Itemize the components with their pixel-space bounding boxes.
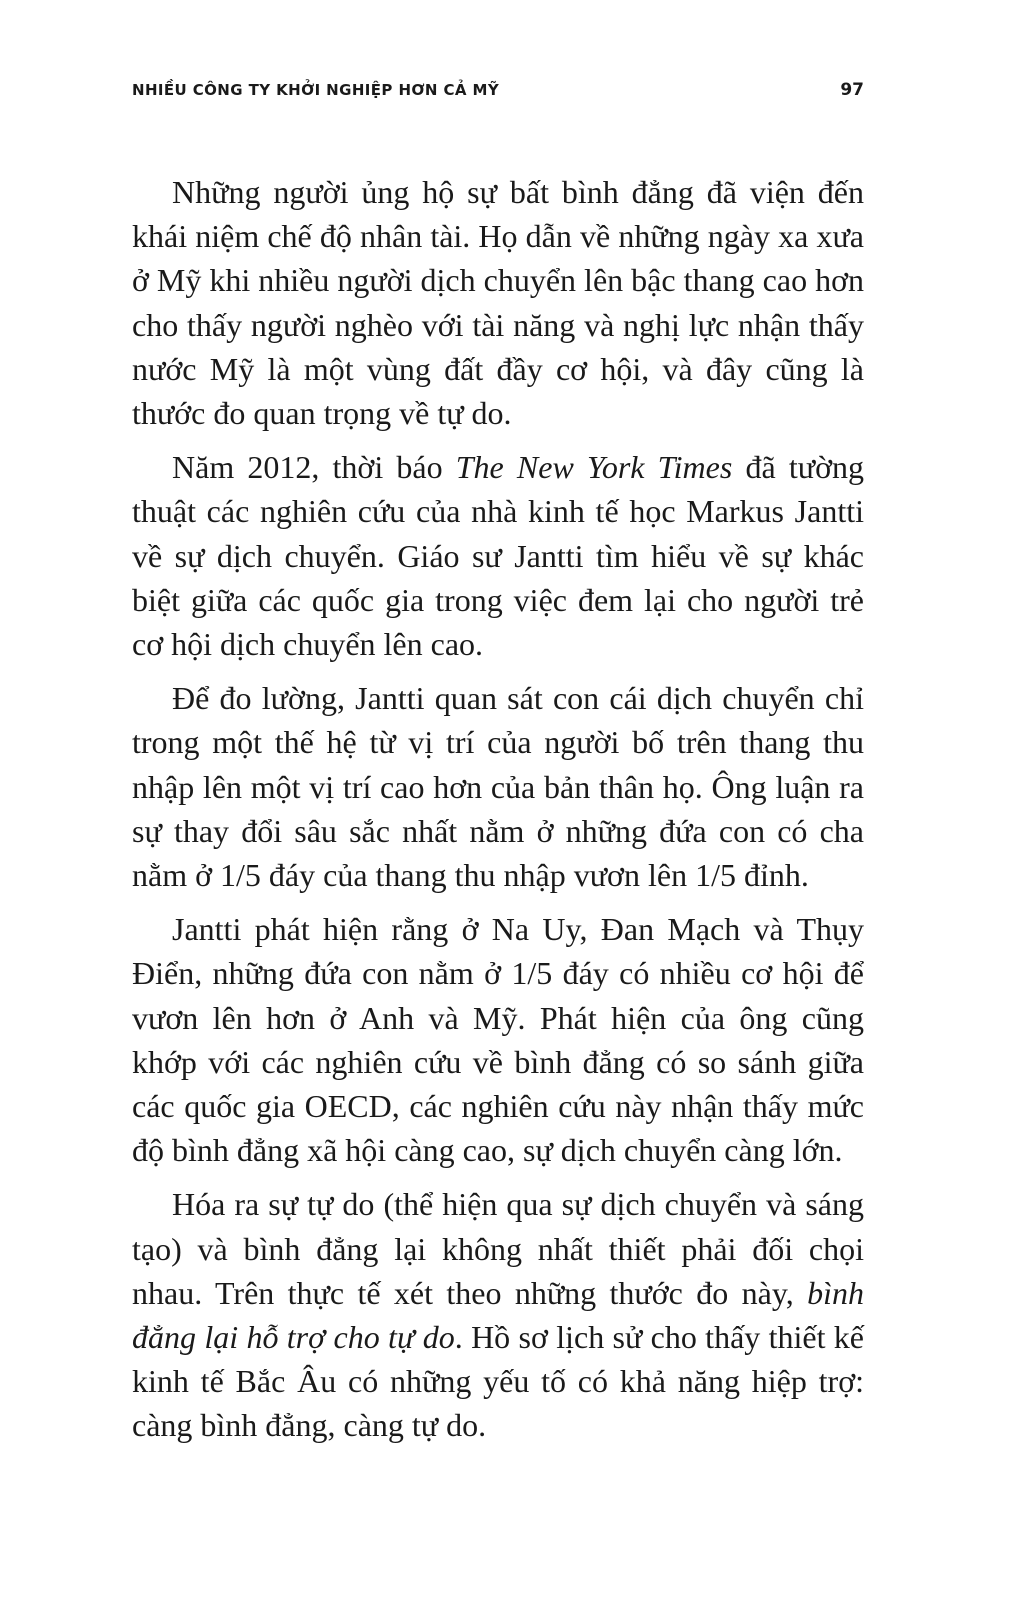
paragraph-1: Những người ủng hộ sự bất bình đẳng đã viện đến khái niệm chế độ nhân tài. Họ dẫn về những ngày xa xưa ở Mỹ khi nhiều người dịch chuyển lên bậc thang cao hơn cho thấy người nghèo với tài năng và nghị lực nhận thấy nước Mỹ là một vùng đất đầy cơ hội, và đây cũng là thước đo quan trọng về tự do. (132, 174, 864, 432)
paragraph-4: Jantti phát hiện rằng ở Na Uy, Đan Mạch và Thụy Điển, những đứa con nằm ở 1/5 đáy có nhiều cơ hội để vươn lên hơn ở Anh và Mỹ. Phát hiện của ông cũng khớp với các nghiên cứu về bình đẳng có so sánh giữa các quốc gia OECD, các nghiên cứu này nhận thấy mức độ bình đẳng xã hội càng cao, sự dịch chuyển càng lớn. (132, 911, 864, 1169)
paragraph-2-lead: Năm 2012, thời báo (172, 449, 456, 486)
paragraph-5 (132, 1182, 864, 1447)
paragraph-2-rest: đã tường thuật các nghiên cứu của nhà kinh tế học Markus Jantti về sự dịch chuyển. Giáo sư Jantti tìm hiểu về sự khác biệt giữa các quốc gia trong việc đem lại cho người trẻ cơ hội dịch chuyển lên cao. (132, 449, 865, 663)
running-head (132, 78, 864, 102)
paragraph-5-rest: . Hồ sơ lịch sử cho thấy thiết kế kinh tế Bắc Âu có những yếu tố có khả năng hiệp trợ: càng bình đẳng, càng tự do. (132, 1319, 865, 1444)
newspaper-title: The New York Times (455, 449, 733, 486)
paragraph-5-lead: Hóa ra sự tự do (thể hiện qua sự dịch chuyển và sáng tạo) và bình đẳng lại không nhất thiết phải đối chọi nhau. Trên thực tế xét theo những thước đo này, (132, 1186, 864, 1311)
paragraph-2 (132, 445, 864, 666)
paragraph-3: Để đo lường, Jantti quan sát con cái dịch chuyển chỉ trong một thế hệ từ vị trí của người bố trên thang thu nhập lên một vị trí cao hơn của bản thân họ. Ông luận ra sự thay đổi sâu sắc nhất nằm ở những đứa con có cha nằm ở 1/5 đáy của thang thu nhập vươn lên 1/5 đỉnh. (132, 680, 864, 894)
body-text (132, 170, 864, 1458)
chapter-title: NHIỀU CÔNG TY KHỞI NGHIỆP HƠN CẢ MỸ (132, 81, 500, 99)
emphasis-phrase: bình đẳng lại hỗ trợ cho tự do (132, 1274, 864, 1356)
page-number: 97 (840, 80, 864, 100)
